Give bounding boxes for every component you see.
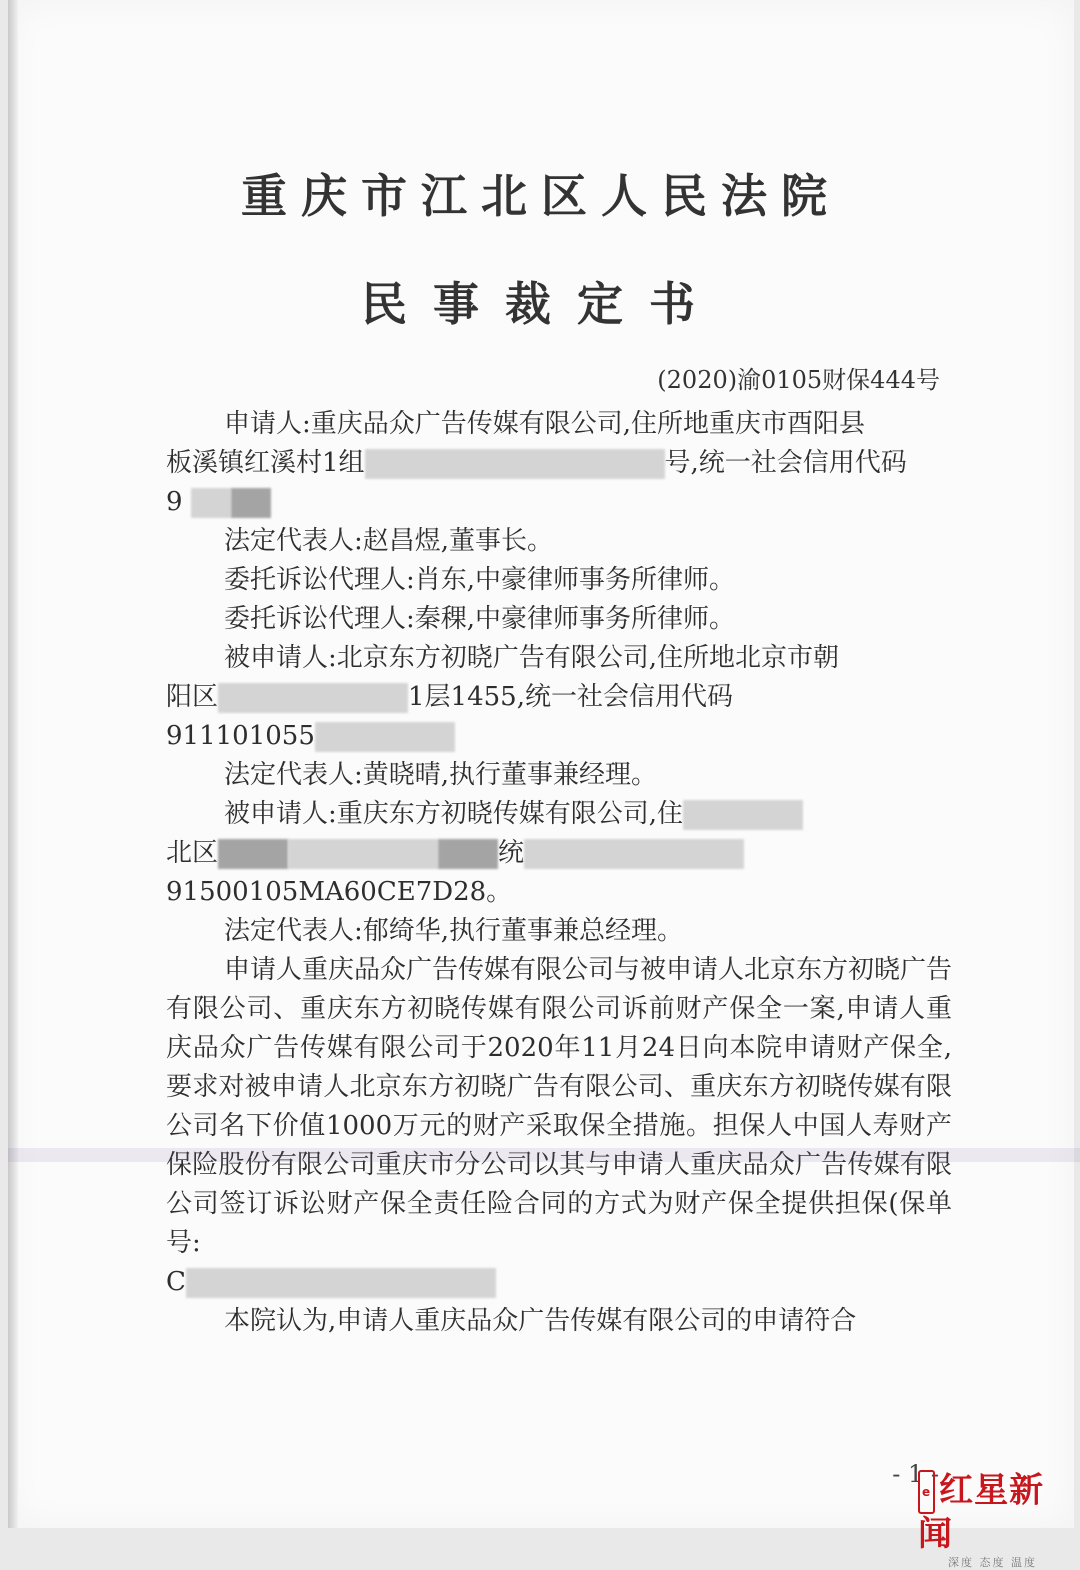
text-span: 9 (166, 487, 183, 517)
text-span: 板溪镇红溪村1组 (166, 448, 365, 478)
text-span: 被申请人:重庆东方初晓传媒有限公司,住 (224, 799, 684, 829)
respondent-1-rep-line: 法定代表人:黄晓晴,执行董事兼经理。 (224, 760, 658, 790)
applicant-code-line (166, 483, 952, 522)
watermark-badge-icon: e (918, 1470, 935, 1514)
legal-rep-line: 法定代表人:赵昌煜,董事长。 (224, 526, 554, 556)
text-span: 1层1455,统一社会信用代码 (408, 682, 733, 712)
watermark-text: 红星新闻 (918, 1470, 1045, 1554)
text-span: C (166, 1267, 186, 1297)
redaction (288, 839, 438, 869)
applicant-address-line (166, 444, 952, 483)
redaction (191, 488, 231, 518)
redaction (218, 683, 408, 713)
redaction (218, 839, 288, 869)
text-span: 号,统一社会信用代码 (664, 448, 907, 478)
page-number: - 1 - (892, 1460, 939, 1488)
redaction (438, 839, 498, 869)
agent-line-2: 委托诉讼代理人:秦稞,中豪律师事务所律师。 (224, 604, 736, 634)
respondent-1-address-line (166, 678, 952, 717)
watermark-slogan: 深度 态度 温度 (948, 1556, 1037, 1569)
policy-number-line (166, 1263, 952, 1302)
text-span: 北区 (166, 838, 219, 868)
redaction (231, 488, 271, 518)
respondent-2-line (166, 795, 952, 834)
redaction (365, 449, 665, 479)
respondent-2-code-line: 91500105MA60CE7D28。 (166, 877, 513, 907)
document-page (8, 0, 1074, 1528)
court-opinion-line: 本院认为,申请人重庆品众广告传媒有限公司的申请符合 (224, 1306, 857, 1336)
respondent-2-rep-line: 法定代表人:郁绮华,执行董事兼总经理。 (224, 916, 684, 946)
respondent-2-address-line (166, 834, 952, 873)
scan-edge (8, 0, 18, 1528)
redaction (524, 839, 744, 869)
applicant-line (166, 405, 952, 444)
watermark-logo (918, 1470, 1068, 1554)
document-body (166, 405, 952, 1341)
document-type: 民事裁定书 (361, 277, 721, 331)
text-span: 911101055 (166, 721, 315, 751)
agent-line-1: 委托诉讼代理人:肖东,中豪律师事务所律师。 (224, 565, 736, 595)
text-span: 统 (498, 838, 525, 868)
redaction (315, 722, 455, 752)
court-name: 重庆市江北区人民法院 (241, 169, 841, 223)
text-span: 阳区 (166, 682, 219, 712)
redaction (186, 1268, 496, 1298)
redaction (683, 800, 803, 830)
respondent-1-code-line (166, 717, 952, 756)
case-number: (2020)渝0105财保444号 (657, 366, 940, 394)
scan-artifact-line (8, 1148, 1080, 1162)
facts-paragraph: 申请人重庆品众广告传媒有限公司与被申请人北京东方初晓广告有限公司、重庆东方初晓传媒有限公司诉前财产保全一案,申请人重庆品众广告传媒有限公司于2020年11月24日向本院申请财产保全,要求对被申请人北京东方初晓广告有限公司、重庆东方初晓传媒有限公司名下价值1000万元的财产采取保全措施。担保人中国人寿财产保险股份有限公司重庆市分公司以其与申请人重庆品众广告传媒有限公司签订诉讼财产保全责任险合同的方式为财产保全提供担保(保单号: (166, 955, 953, 1258)
text-span: 申请人:重庆品众广告传媒有限公司,住所地重庆市酉阳县 (224, 409, 866, 439)
news-watermark (918, 1470, 1068, 1569)
respondent-1-line: 被申请人:北京东方初晓广告有限公司,住所地北京市朝 (224, 643, 840, 673)
